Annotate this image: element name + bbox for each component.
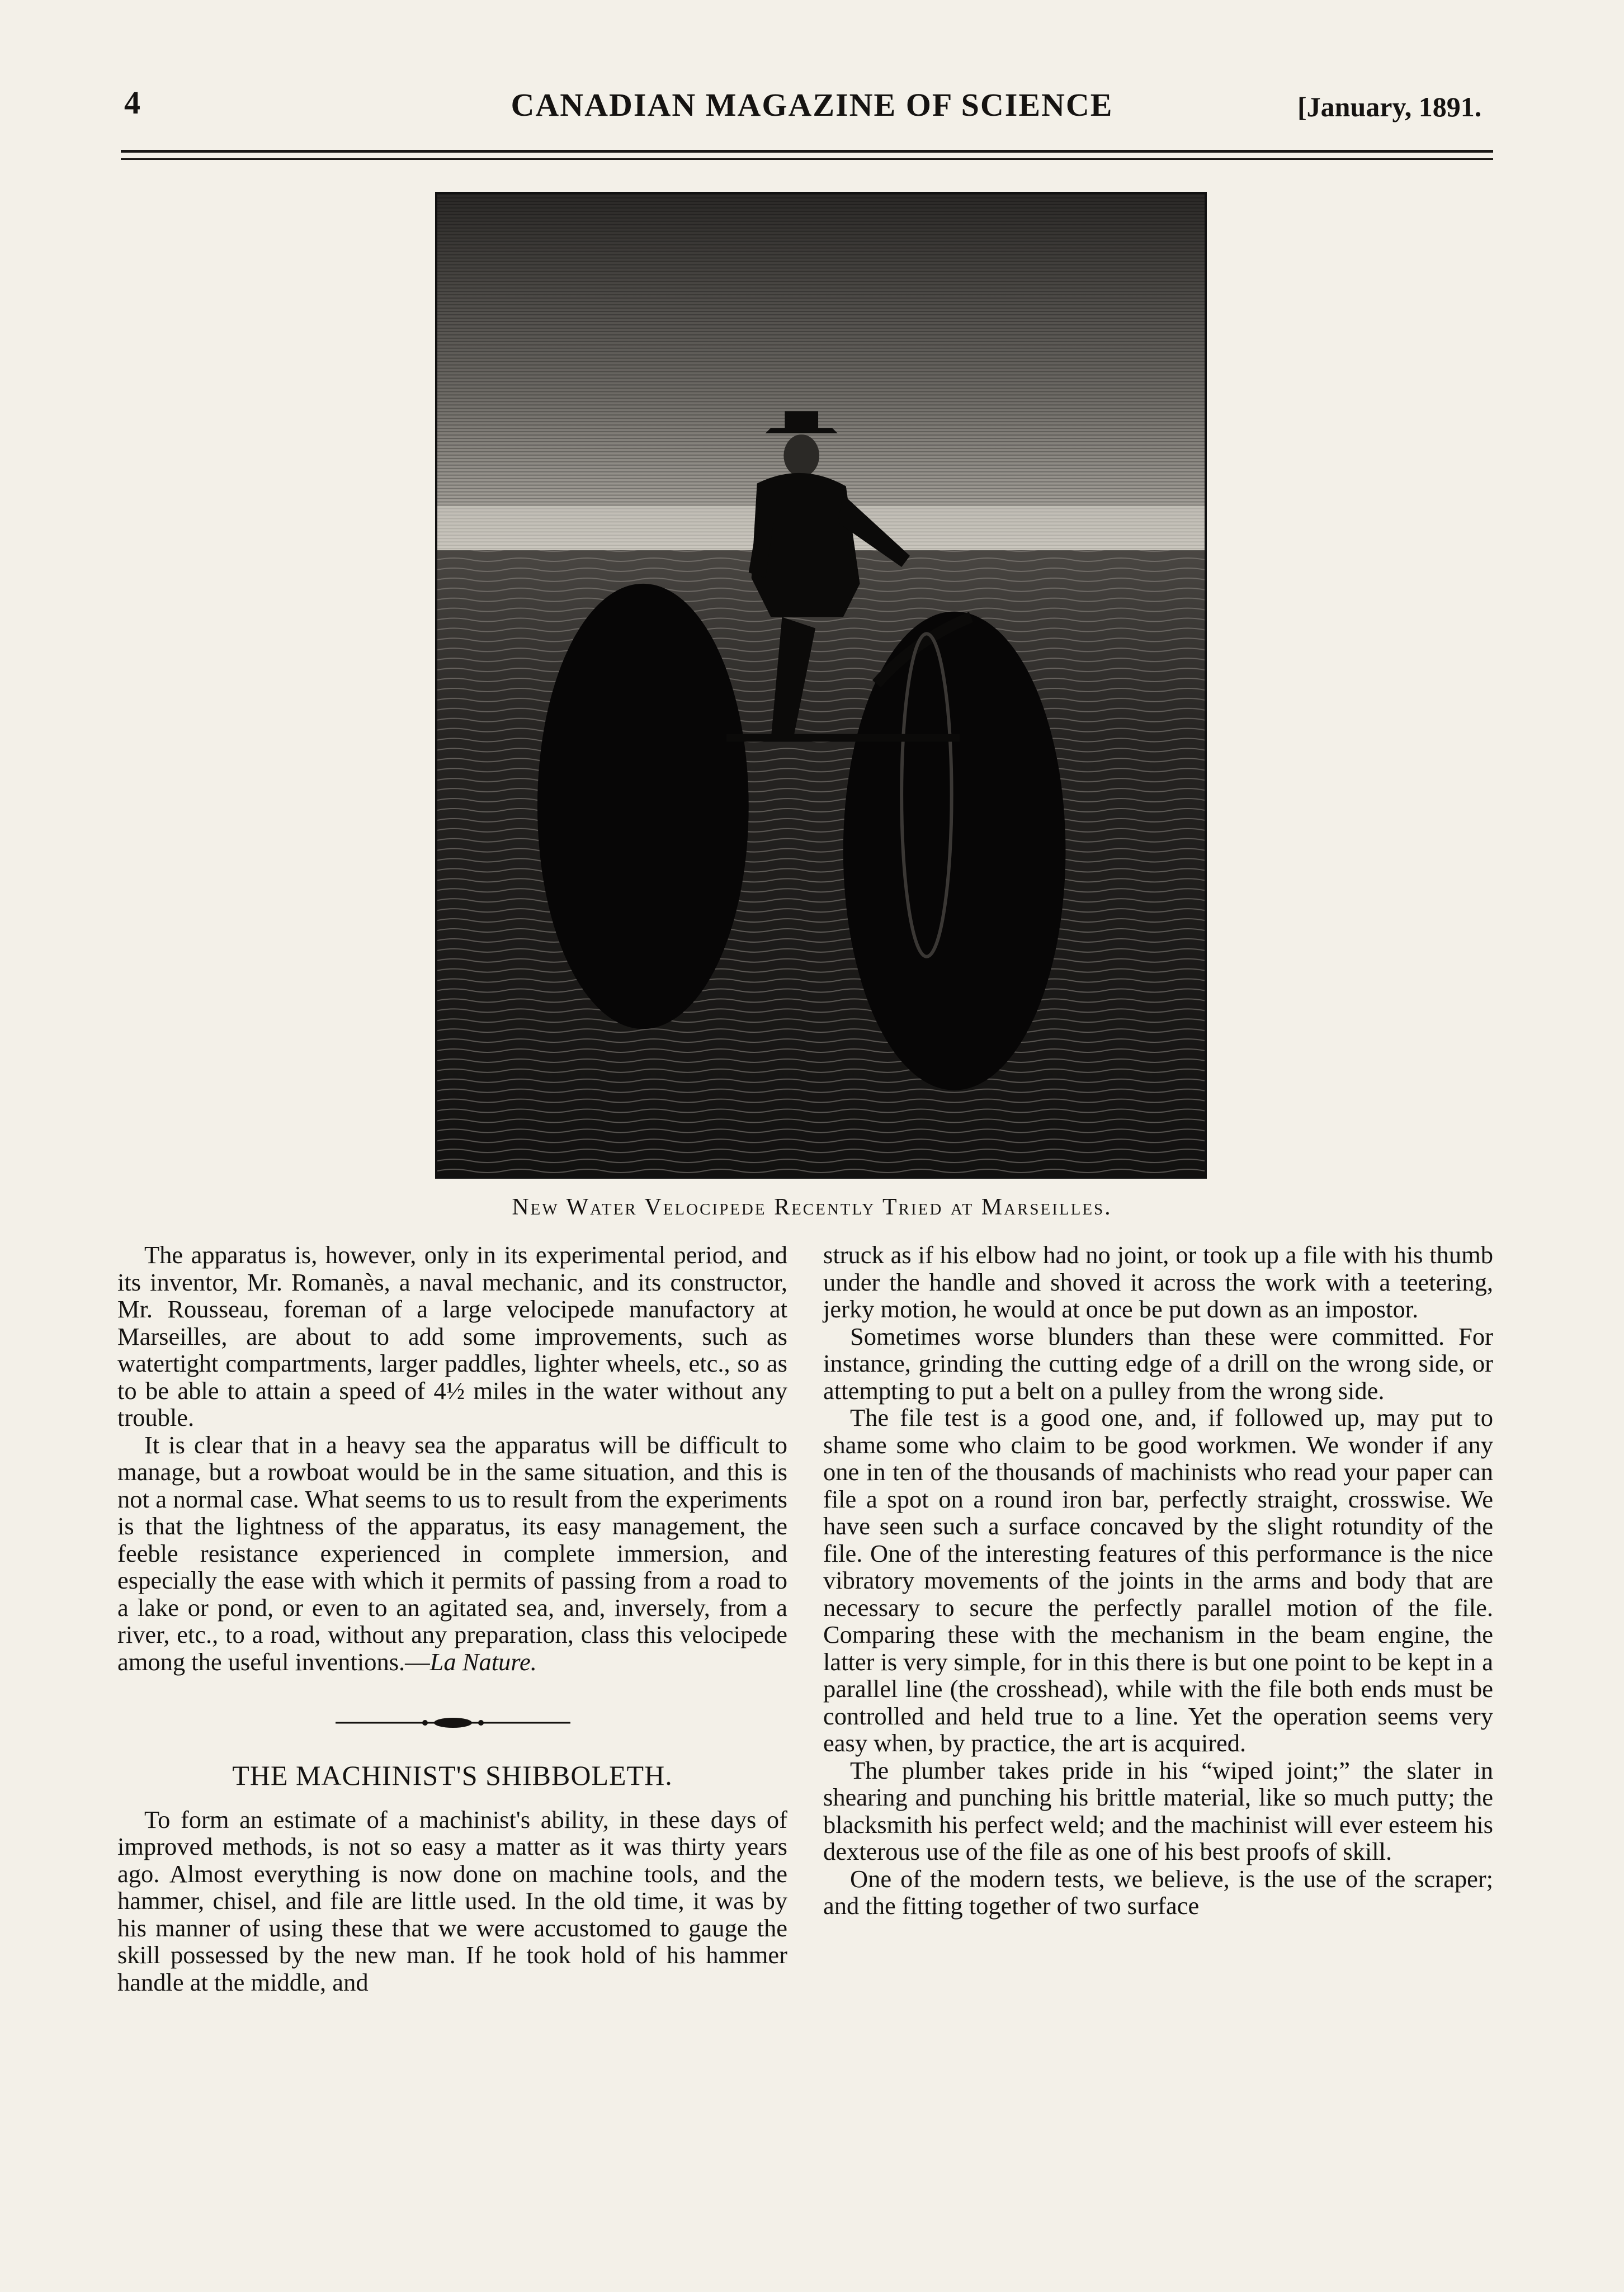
issue-date: [January, 1891. [1297, 91, 1482, 122]
right-column [823, 1241, 1493, 1920]
velocipede-paragraph-2-text: It is clear that in a heavy sea the apparatus will be difficult to manage, but a rowboat would be in the same situation, and this is not a normal case. What seems to us to result from the experiments is that the lightness of the apparatus, its easy management, the feeble resistance experienced in complete immersion, and especially the ease with which it permits of passing from a road to a lake or pond, or even to an agitated sea, and, inversely, from a river, etc., to a road, without any preparation, class this velocipede among the useful inventions.— [117, 1430, 787, 1676]
shibboleth-paragraph-1: To form an estimate of a machinist's ability, in these days of improved methods, is not so easy a matter as it was thirty years ago. Almost everything is now done on machine tools, and the hammer, chisel, and file are little used. In the old time, it was by his manner of using these that we were accustomed to gauge the skill possessed by the new man. If he took hold of his hammer handle at the middle, and [117, 1805, 787, 1996]
right-paragraph-3: The file test is a good one, and, if followed up, may put to shame some who claim to be good workmen. We wonder if any one in ten of the thousands of machinists who read your paper can file a spot on a round iron bar, perfectly straight, crosswise. We have seen such a surface concaved by the slight rotundity of the file. One of the interesting features of this performance is the nice vibratory movements of the joints in the arms and body that are necessary to secure the perfectly parallel motion of the file. Comparing these with the mechanism in the beam engine, the latter is very simple, for in this there is but one point to be kept in a parallel line (the crosshead), while with the file both ends must be controlled and held true to a line. Yet the operation seems very easy when, by practice, the art is acquired. [823, 1403, 1493, 1757]
engraving-image [437, 194, 1205, 1176]
velocipede-illustration [435, 192, 1207, 1179]
header-rule-thin [121, 158, 1493, 160]
article-title: THE MACHINIST'S SHIBBOLETH. [232, 1760, 673, 1791]
figure-caption: New Water Velocipede Recently Tried at Marseilles. [512, 1194, 1112, 1220]
right-paragraph-4: The plumber takes pride in his “wiped joint;” the slater in shearing and punching his brittle material, like so much putty; the blacksmith his perfect weld; and the machinist will ever esteem his dexterous use of the file as one of his best proofs of skill. [823, 1756, 1493, 1865]
velocipede-paragraph-1: The apparatus is, however, only in its experimental period, and its inventor, Mr. Romanès, a naval mechanic, and its constructor, Mr. Rousseau, foreman of a large velocipede manufactory at Marseilles, are about to add some improvements, such as watertight compartments, larger paddles, lighter wheels, etc., so as to be able to attain a speed of 4½ miles in the water without any trouble. [117, 1241, 787, 1431]
running-title: CANADIAN MAGAZINE OF SCIENCE [511, 87, 1113, 123]
header-rule [121, 150, 1493, 153]
left-column [117, 1241, 787, 1996]
right-paragraph-2: Sometimes worse blunders than these were committed. For instance, grinding the cutting edge of a drill on the wrong side, or attempting to put a belt on a pulley from the wrong side. [823, 1322, 1493, 1405]
right-paragraph-5: One of the modern tests, we believe, is the use of the scraper; and the fitting together of two surface [823, 1864, 1493, 1920]
section-divider [117, 1706, 787, 1745]
page-header [0, 0, 1624, 168]
source-citation: La Nature. [429, 1647, 537, 1676]
page-number: 4 [124, 84, 140, 121]
right-paragraph-1: struck as if his elbow had no joint, or took up a file with his thumb under the handle and shoved it across the work with a teetering, jerky motion, he would at once be put down as an impostor. [823, 1241, 1493, 1323]
velocipede-paragraph-2 [117, 1431, 787, 1676]
divider-ornament-icon [336, 1712, 570, 1734]
